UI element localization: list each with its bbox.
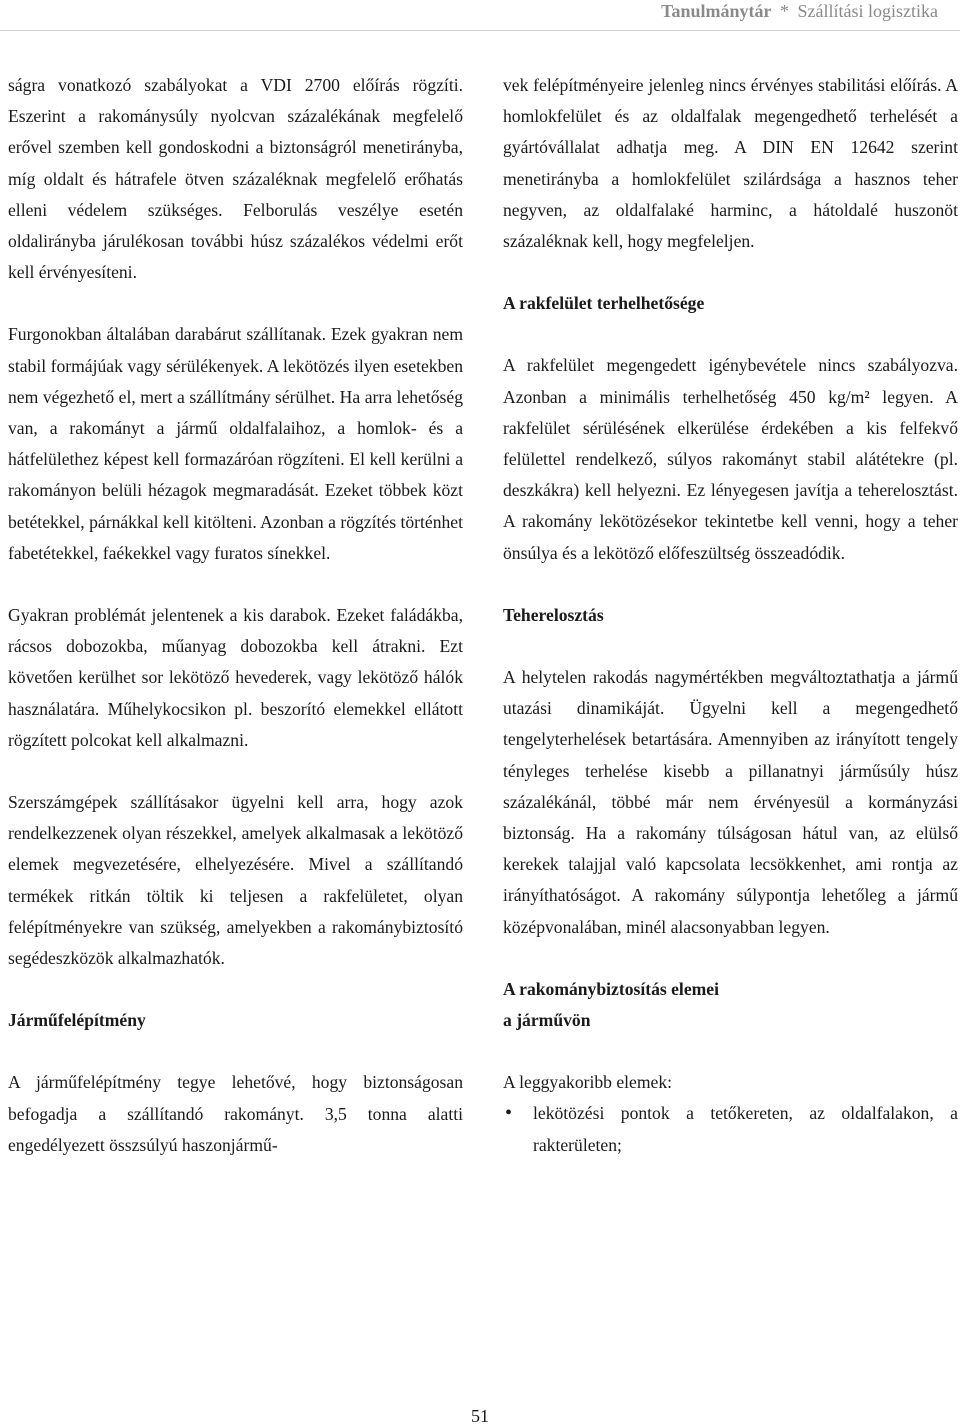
list-item: • lekötözési pontok a tetőkereten, az oldalfalakon, a rakterületen; [503, 1098, 958, 1160]
left-paragraph-4: Szerszámgépek szállításakor ügyelni kell arra, hogy azok rendelkezzenek olyan részekkel, amelyek alkalmasak a lekötöző elemek megvezetésére, elhelyezésére. Mivel a szállítandó termékek ritkán töltik ki teljesen a rakfelületet, olyan felépítményekre van szükség, amelyekben a rakománybiztosító segédeszközök alkalmazhatók. [8, 792, 463, 969]
section-heading-rakfelulet: A rakfelület terhelhetősége [503, 293, 705, 314]
running-header [661, 0, 938, 30]
header-title: Szállítási logisztika [797, 1, 938, 21]
bullet-list [503, 1098, 958, 1160]
page-number: 51 [471, 1406, 489, 1426]
header-divider [0, 30, 960, 31]
right-column [503, 70, 958, 1161]
section-heading-rakomanybiztositas [503, 974, 958, 1036]
left-paragraph-2: Furgonokban általában darabárut szállítanak. Ezek gyakran nem stabil formájúak vagy sérülékenyek. A lekötözés ilyen esetekben nem végezhető el, mert a szállítmány sérülhet. Ha arra lehetőség van, a rakományt a jármű oldalfalaihoz, a homlok- és a hátfelülethez képest kell formazáróan rögzíteni. El kell kerülni a rakományon belüli hézagok megmaradását. Ezeket többek közt betétekkel, párnákkal kell kitölteni. Azonban a rögzítés történhet fabetétekkel, faékekkel vagy furatos sínekkel. [8, 324, 463, 563]
left-paragraph-5: A járműfelépítmény tegye lehetővé, hogy biztonságosan befogadja a szállítandó rakományt. 3,5 tonna alatti engedélyezett összsúlyú haszonjármű- [8, 1072, 463, 1155]
right-paragraph-2: A rakfelület megengedett igénybevétele nincs szabályozva. Azonban a minimális terhelhetőség 450 kg/m² legyen. A rakfelület sérülésének elkerülése érdekében a kis felfekvő felülettel rendelkező, súlyos rakományt stabil alátétekre (pl. deszkákra) kell helyezni. Ez lényegesen javítja a teherelosztást. A rakomány lekötözésekor tekintetbe kell venni, hogy a teher önsúlya és a lekötöző előfeszültség összeadódik. [503, 355, 958, 563]
right-paragraph-4: A leggyakoribb elemek: [503, 1072, 673, 1093]
right-paragraph-1: vek felépítményeire jelenleg nincs érvényes stabilitási előírás. A homlokfelület és az oldalfalak megengedhető terhelését a gyártóvállalat adhatja meg. A DIN EN 12642 szerint menetirányba a homlokfelület szilárdsága a hasznos teher negyven, az oldalfalaké harminc, a hátoldalé huszonöt százaléknak kell, hogy megfeleljen. [503, 75, 958, 252]
right-paragraph-3: A helytelen rakodás nagymértékben megváltoztathatja a jármű utazási dinamikáját. Ügyelni kell a megengedhető tengelyterhelések betartására. Amennyiben az irányított tengely tényleges terhelése kisebb a pillanatnyi járműsúly húsz százalékánál, többé már nem érvényesül a kormányzási biztonság. Ha a rakomány túlságosan hátul van, az elülső kerekek talajjal való kapcsolata lecsökkenhet, ami rontja az irányíthatóságot. A rakomány súlypontja lehetőleg a jármű középvonalában, minél alacsonyabban legyen. [503, 667, 958, 937]
section-heading-line-1: A rakománybiztosítás elemei [503, 978, 719, 999]
header-brand: Tanulmánytár [661, 1, 772, 21]
header-separator: * [780, 1, 790, 21]
section-heading-line-2: a járművön [503, 1010, 591, 1031]
section-heading-teherelosztas: Teherelosztás [503, 604, 604, 625]
left-column [8, 70, 463, 1161]
section-heading-jarmufelepitmeny: Járműfelépítmény [8, 1010, 146, 1031]
left-paragraph-1: ságra vonatkozó szabályokat a VDI 2700 előírás rögzíti. Eszerint a rakománysúly nyolcvan százalékának megfelelő erővel szemben kell gondoskodni a biztonságról menetirányba, míg oldalt és hátrafele ötven százaléknak megfelelő erőhatás elleni védelem szükséges. Felborulás veszélye esetén oldalirányba járulékosan további húsz százalékos védelmi erőt kell érvényesíteni. [8, 75, 463, 283]
left-paragraph-3: Gyakran problémát jelentenek a kis darabok. Ezeket faládákba, rácsos dobozokba, műanyag dobozokba kell átrakni. Ezt követően kerülhet sor lekötöző hevederek, vagy lekötöző hálók használatára. Műhelykocsikon pl. beszorító elemekkel ellátott rögzített polcokat kell alkalmazni. [8, 605, 463, 750]
